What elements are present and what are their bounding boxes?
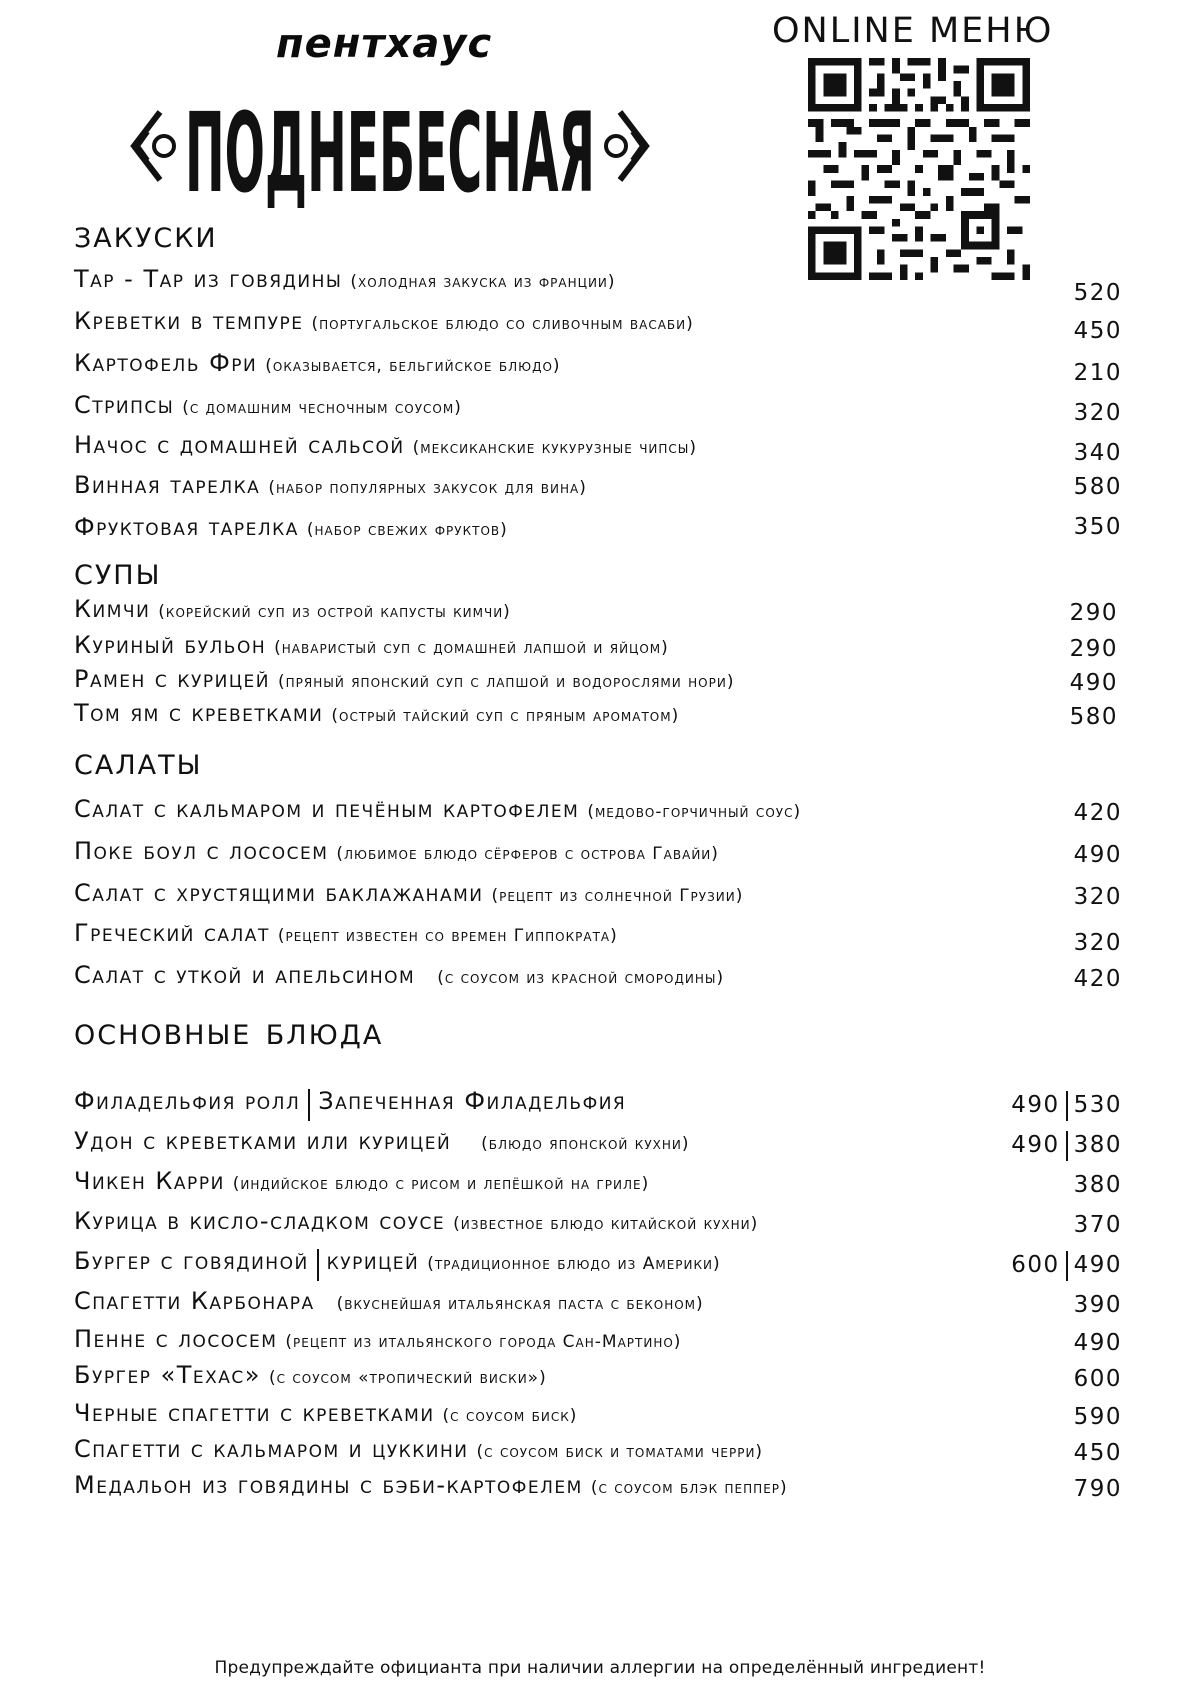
item-price: 420 xyxy=(1073,966,1122,992)
menu-item xyxy=(74,1284,1134,1318)
item-name: Спагетти с кальмаром и цуккини xyxy=(74,1435,469,1463)
item-name: Медальон из говядины с бэби-картофелем xyxy=(74,1471,583,1499)
menu-item xyxy=(74,628,1134,662)
item-name: Креветки в темпуре xyxy=(74,307,304,335)
menu-item xyxy=(74,876,1134,910)
divider xyxy=(1066,1091,1068,1121)
item-description: (острый тайский суп с пряным ароматом) xyxy=(331,706,680,726)
item-price: 350 xyxy=(1073,514,1122,540)
menu-item xyxy=(74,510,1134,544)
item-price: 600 xyxy=(1073,1366,1122,1392)
item-description: (рецепт из солнечной Грузии) xyxy=(491,886,744,906)
item-name: Начос с домашней сальсой xyxy=(74,431,405,459)
item-description: (рецепт известен со времен Гиппократа) xyxy=(277,926,618,946)
item-name: Курица в кисло-сладком соусе xyxy=(74,1207,446,1235)
menu-item xyxy=(74,958,1134,992)
item-description: (корейский суп из острой капусты кимчи) xyxy=(158,602,511,622)
item-description: (португальское блюдо со сливочным васаби) xyxy=(311,314,694,334)
item-name: Салат с кальмаром и печёным картофелем xyxy=(74,795,580,823)
item-name: Спагетти Карбонара xyxy=(74,1287,315,1315)
menu-item xyxy=(74,1084,1134,1118)
item-price: 420 xyxy=(1073,800,1122,826)
item-name: Бургер «Техас» xyxy=(74,1361,261,1389)
item-description: (с соусом блэк пеппер) xyxy=(590,1478,788,1498)
item-description: (с соусом из красной смородины) xyxy=(437,968,725,988)
item-price: 380 xyxy=(1073,1172,1122,1198)
item-price: 790 xyxy=(1073,1476,1122,1502)
item-description: (пряный японский суп с лапшой и водорослями нори) xyxy=(277,672,735,692)
item-description: (индийское блюдо с рисом и лепёшкой на гриле) xyxy=(232,1174,650,1194)
item-price: 450 xyxy=(1073,318,1122,344)
item-name: Рамен с курицей xyxy=(74,665,270,693)
item-name: Том ям с креветками xyxy=(74,699,324,727)
item-price: 320 xyxy=(1073,930,1122,956)
menu-item xyxy=(74,662,1134,696)
item-price-2: 380 xyxy=(1073,1132,1122,1158)
item-price: 210 xyxy=(1073,360,1122,386)
allergy-note: Предупреждайте официанта при наличии аллергии на определённый ингредиент! xyxy=(214,1658,986,1678)
item-price-2: 530 xyxy=(1073,1092,1122,1118)
item-description: (блюдо японской кухни) xyxy=(481,1134,690,1154)
menu-item xyxy=(74,834,1134,868)
item-price: 490 xyxy=(1073,1330,1122,1356)
item-name: Картофель Фри xyxy=(74,349,258,377)
item-description: (с соусом биск) xyxy=(442,1406,578,1426)
menu-item xyxy=(74,592,1134,626)
item-description: (известное блюдо китайской кухни) xyxy=(453,1214,759,1234)
item-name: Кимчи xyxy=(74,595,151,623)
item-name: Фруктовая тарелка xyxy=(74,513,299,541)
item-price: 340 xyxy=(1073,440,1122,466)
menu-item xyxy=(74,1432,1134,1466)
item-name: Куриный бульон xyxy=(74,631,267,659)
divider xyxy=(1066,1131,1068,1161)
menu-item xyxy=(74,346,1134,386)
item-description: (наваристый суп с домашней лапшой и яйцом) xyxy=(274,638,669,658)
svg-text:ПОДНЕБЕСНАЯ: ПОДНЕБЕСНАЯ xyxy=(185,89,595,217)
item-price: 450 xyxy=(1073,1440,1122,1466)
item-price: 370 xyxy=(1073,1212,1122,1238)
item-price: 320 xyxy=(1073,884,1122,910)
menu-item xyxy=(74,916,1134,956)
item-description: (мексиканские кукурузные чипсы) xyxy=(412,438,698,458)
item-price-1: 490 xyxy=(1011,1092,1060,1118)
item-price-1: 600 xyxy=(1011,1252,1060,1278)
item-description: (рецепт из итальянского города Сан-Мартино) xyxy=(285,1332,682,1352)
item-name: Салат с хрустящими баклажанами xyxy=(74,879,484,907)
menu-item xyxy=(74,468,1134,502)
item-description: (любимое блюдо сёрферов с острова Гавайи) xyxy=(336,844,719,864)
item-name-alt: Запеченная Филадельфия xyxy=(318,1087,627,1115)
item-price: 290 xyxy=(1069,600,1118,626)
item-description: (с соусом «тропический виски») xyxy=(268,1368,547,1388)
item-price: 580 xyxy=(1073,474,1122,500)
item-name: Филадельфия ролл xyxy=(74,1087,301,1115)
section-title-salaty: салаты xyxy=(74,739,203,784)
item-name: Винная тарелка xyxy=(74,471,261,499)
menu-item xyxy=(74,388,1134,426)
item-description: (набор популярных закусок для вина) xyxy=(268,478,587,498)
item-price-1: 490 xyxy=(1011,1132,1060,1158)
item-description: (вкуснейшая итальянская паста с беконом) xyxy=(336,1294,704,1314)
menu-item xyxy=(74,304,1134,344)
item-name: Черные спагетти с креветками xyxy=(74,1399,435,1427)
section-title-supy: супы xyxy=(74,549,162,594)
item-name: Греческий салат xyxy=(74,919,270,947)
menu-item xyxy=(74,428,1134,466)
menu-item xyxy=(74,1468,1134,1502)
item-name: Тар - Тар из говядины xyxy=(74,265,343,293)
item-price: 390 xyxy=(1073,1292,1122,1318)
divider xyxy=(317,1249,319,1281)
item-price: 320 xyxy=(1073,400,1122,426)
section-title-osnovnye: основные блюда xyxy=(74,1009,384,1054)
menu-item xyxy=(74,696,1134,730)
item-name: Бургер с говядиной xyxy=(74,1247,309,1275)
item-price: 520 xyxy=(1073,280,1122,306)
item-description: (оказывается, бельгийское блюдо) xyxy=(265,356,561,376)
item-price-2: 490 xyxy=(1073,1252,1122,1278)
item-description: (с домашним чесночным соусом) xyxy=(182,398,462,418)
item-price: 490 xyxy=(1073,842,1122,868)
item-description: (набор свежих фруктов) xyxy=(306,520,508,540)
menu-item xyxy=(74,1164,1134,1198)
menu-item xyxy=(74,1124,1134,1158)
item-description: (холодная закуска из франции) xyxy=(350,272,616,292)
item-price xyxy=(1011,1248,1122,1282)
menu-item xyxy=(74,1358,1134,1392)
item-price xyxy=(1011,1128,1122,1162)
item-price: 290 xyxy=(1069,636,1118,662)
item-price: 590 xyxy=(1073,1404,1122,1430)
menu-item xyxy=(74,262,1134,306)
menu-item xyxy=(74,1244,1134,1278)
item-description: (с соусом биск и томатами черри) xyxy=(476,1442,764,1462)
menu-item xyxy=(74,792,1134,826)
section-title-zakuski: закуски xyxy=(74,212,218,257)
logo-subtitle: пентхаус xyxy=(276,21,493,67)
menu-item xyxy=(74,1204,1134,1238)
qr-code-icon[interactable] xyxy=(808,58,1030,280)
online-menu-label: ONLINE МЕНЮ xyxy=(772,11,1054,51)
item-name: Чикен Карри xyxy=(74,1167,225,1195)
item-description: (медово-горчичный соус) xyxy=(587,802,802,822)
item-name: Стрипсы xyxy=(74,391,175,419)
restaurant-logo xyxy=(130,86,650,217)
menu-item xyxy=(74,1396,1134,1430)
menu-item xyxy=(74,1322,1134,1356)
item-name: Удон с креветками или курицей xyxy=(74,1127,452,1155)
divider xyxy=(308,1089,310,1121)
item-name: Пенне с лососем xyxy=(74,1325,278,1353)
item-description: (традиционное блюдо из Америки) xyxy=(427,1254,721,1274)
item-name: Поке боул с лососем xyxy=(74,837,329,865)
item-name: Салат с уткой и апельсином xyxy=(74,961,416,989)
item-price: 490 xyxy=(1069,670,1118,696)
item-price: 580 xyxy=(1069,704,1118,730)
divider xyxy=(1066,1251,1068,1281)
item-name-alt: курицей xyxy=(326,1247,420,1275)
item-price xyxy=(1011,1088,1122,1122)
